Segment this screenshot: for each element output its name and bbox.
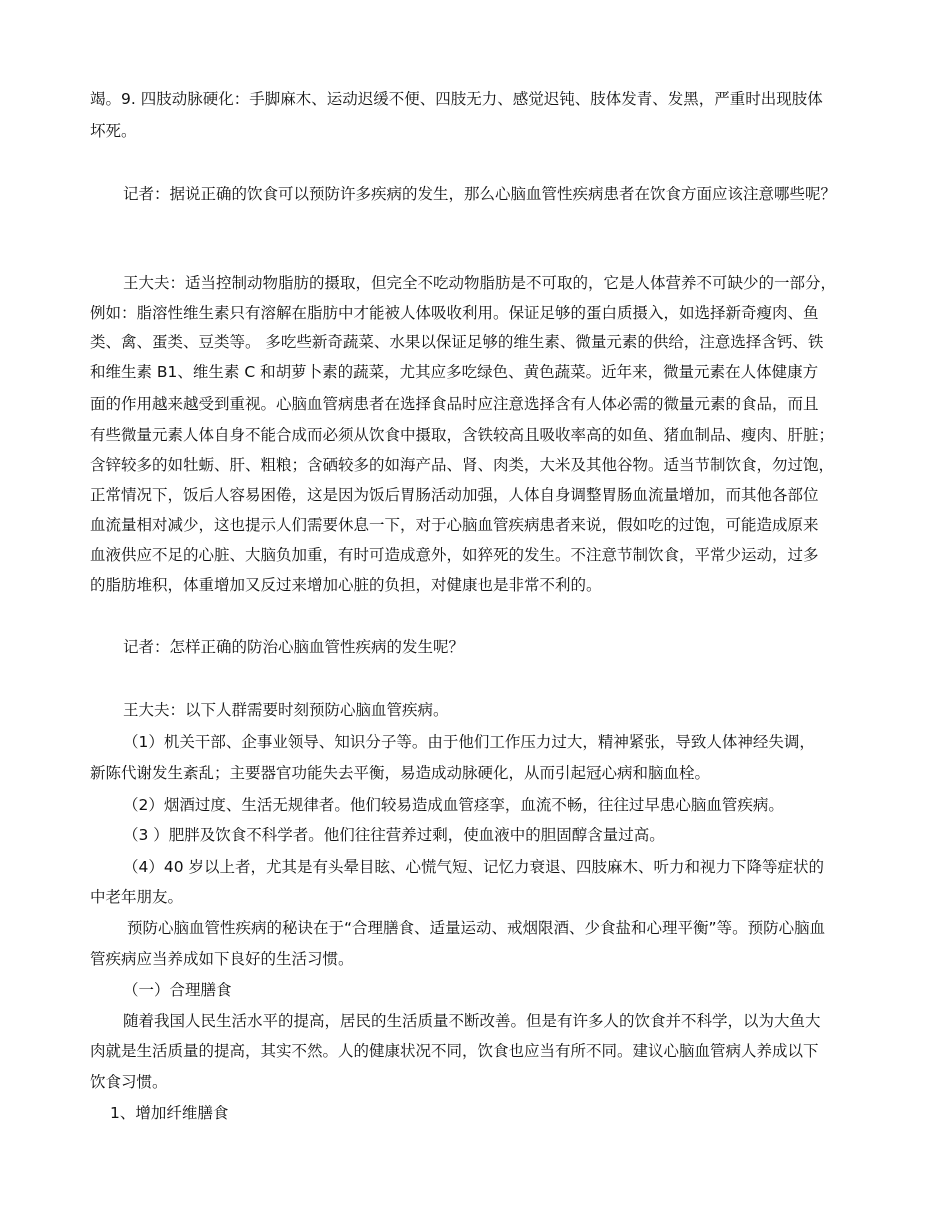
text-line: 坏死。 [90,122,137,140]
text-line: 中老年朋友。 [90,888,184,906]
text-line: 新陈代谢发生紊乱；主要器官功能失去平衡，易造成动脉硬化，从而引起冠心病和脑血栓。 [90,764,711,782]
text-line: 肉就是生活质量的提高，其实不然。人的健康状况不同，饮食也应当有所不同。建议心脑血管病人养成以下 [90,1042,819,1060]
text-line: 竭。9. 四肢动脉硬化：手脚麻木、运动迟缓不便、四肢无力、感觉迟钝、肢体发青、发黑，严重时出现肢体 [90,90,823,108]
section-heading: （一）合理膳食 [123,981,232,999]
text-line: 王大夫：以下人群需要时刻预防心脑血管疾病。 [123,701,449,719]
text-line: 含锌较多的如牡蛎、肝、粗粮；含硒较多的如海产品、肾、肉类，大米及其他谷物。适当节制饮食，勿过饱， [90,456,835,474]
text-line: 血流量相对减少，这也提示人们需要休息一下，对于心脑血管疾病患者来说，假如吃的过饱，可能造成原来 [90,516,819,534]
text-line: （1）机关干部、企事业领导、知识分子等。由于他们工作压力过大，精神紧张，导致人体神经失调， [123,733,815,751]
text-line: 的脂肪堆积，体重增加又反过来增加心脏的负担，对健康也是非常不利的。 [90,576,602,594]
text-line: 记者：怎样正确的防治心脑血管性疾病的发生呢？ [123,638,465,656]
text-line: （3 ）肥胖及饮食不科学者。他们往往营养过剩，使血液中的胆固醇含量过高。 [123,826,665,844]
text-line: 随着我国人民生活水平的提高，居民的生活质量不断改善。但是有许多人的饮食并不科学，以为大鱼大 [123,1012,821,1030]
text-line: 王大夫：适当控制动物脂肪的摄取，但完全不吃动物脂肪是不可取的，它是人体营养不可缺少的一部分， [123,274,837,292]
text-line: 管疾病应当养成如下良好的生活习惯。 [90,950,354,968]
text-line: 例如：脂溶性维生素只有溶解在脂肪中才能被人体吸收利用。保证足够的蛋白质摄入，如选择新奇瘦肉、鱼 [90,304,819,322]
text-line: 正常情况下，饭后人容易困倦，这是因为饭后胃肠活动加强，人体自身调整胃肠血流量增加，而其他各部位 [90,486,819,504]
text-line: 和维生素 B1、维生素 C 和胡萝卜素的蔬菜，尤其应多吃绿色、黄色蔬菜。近年来，微量元素在人体健康方 [90,363,819,381]
text-line: 血液供应不足的心脏、大脑负加重，有时可造成意外，如猝死的发生。不注意节制饮食，平常少运动，过多 [90,546,819,564]
text-line: 有些微量元素人体自身不能合成而必须从饮食中摄取，含铁较高且吸收率高的如鱼、猪血制品、瘦肉、肝脏； [90,426,835,444]
text-line: 类、禽、蛋类、豆类等。 多吃些新奇蔬菜、水果以保证足够的维生素、微量元素的供给，注意选择含钙、铁 [90,333,824,351]
text-line: 面的作用越来越受到重视。心脑血管病患者在选择食品时应注意选择含有人体必需的微量元素的食品，而且 [90,395,819,413]
text-line: 饮食习惯。 [90,1073,168,1091]
subsection-heading: 1、增加纤维膳食 [110,1104,229,1122]
text-line: （4）40 岁以上者，尤其是有头晕目眩、心慌气短、记忆力衰退、四肢麻木、听力和视力下降等症状的 [123,858,825,876]
text-line: 记者：据说正确的饮食可以预防许多疾病的发生，那么心脑血管性疾病患者在饮食方面应该注意哪些呢？ [123,185,837,203]
text-line: 预防心脑血管性疾病的秘诀在于“合理膳食、适量运动、戒烟限酒、少食盐和心理平衡”等。预防心脑血 [127,919,826,937]
text-line: （2）烟酒过度、生活无规律者。他们较易造成血管痉挛，血流不畅，往往过早患心脑血管疾病。 [123,796,784,814]
